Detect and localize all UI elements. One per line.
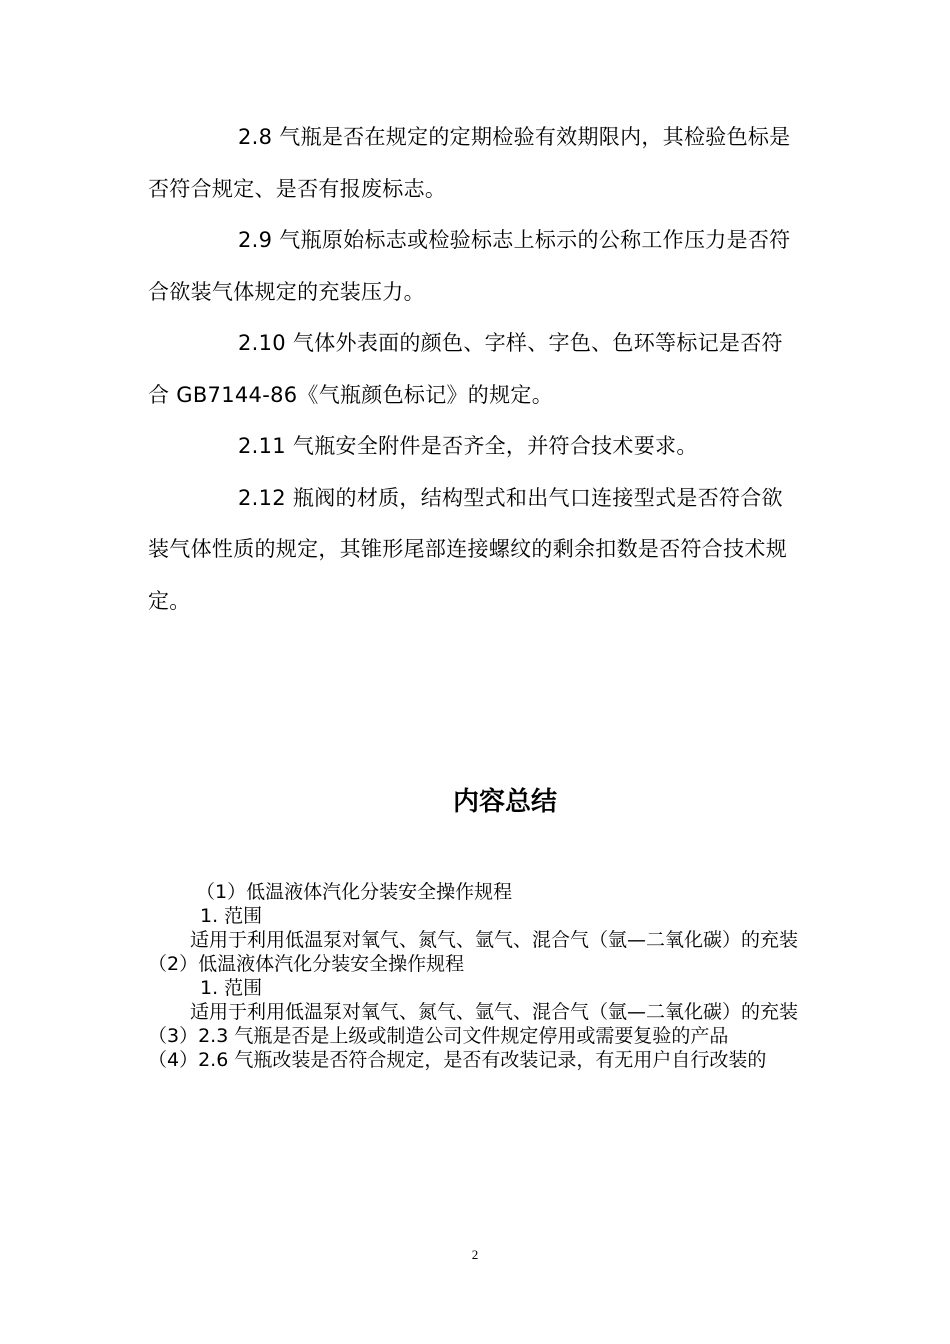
body-text xyxy=(148,112,800,627)
summary-item-1-body: 适用于利用低温泵对氧气、氮气、氩气、混合气（氩—二氧化碳）的充装 xyxy=(190,929,799,951)
paragraph-2-12: 2.12 瓶阀的材质，结构型式和出气口连接型式是否符合欲装气体性质的规定，其锥形尾部连接螺纹的剩余扣数是否符合技术规定。 xyxy=(148,485,787,613)
paragraph-2-11: 2.11 气瓶安全附件是否齐全，并符合技术要求。 xyxy=(238,434,698,458)
summary-item-1-title: （1）低温液体汽化分装安全操作规程 xyxy=(196,881,513,903)
page-number: 2 xyxy=(471,1247,479,1262)
summary-section xyxy=(148,880,800,1072)
summary-heading: 内容总结 xyxy=(452,787,557,817)
summary-item-2-body: 适用于利用低温泵对氧气、氮气、氩气、混合气（氩—二氧化碳）的充装 xyxy=(190,1001,799,1023)
summary-item-1-subtitle: 1. 范围 xyxy=(200,905,263,927)
paragraph-2-10: 2.10 气体外表面的颜色、字样、字色、色环等标记是否符合 GB7144-86《气瓶颜色标记》的规定。 xyxy=(148,331,783,407)
summary-item-4: （4）2.6 气瓶改装是否符合规定，是否有改装记录，有无用户自行改装的 xyxy=(148,1049,767,1071)
summary-item-2-subtitle: 1. 范围 xyxy=(200,977,263,999)
summary-item-3: （3）2.3 气瓶是否是上级或制造公司文件规定停用或需要复验的产品 xyxy=(148,1025,729,1047)
paragraph-2-8: 2.8 气瓶是否在规定的定期检验有效期限内，其检验色标是否符合规定、是否有报废标志。 xyxy=(148,125,791,201)
paragraph-2-9: 2.9 气瓶原始标志或检验标志上标示的公称工作压力是否符合欲装气体规定的充装压力。 xyxy=(148,228,791,304)
summary-item-2-title: （2）低温液体汽化分装安全操作规程 xyxy=(148,953,465,975)
